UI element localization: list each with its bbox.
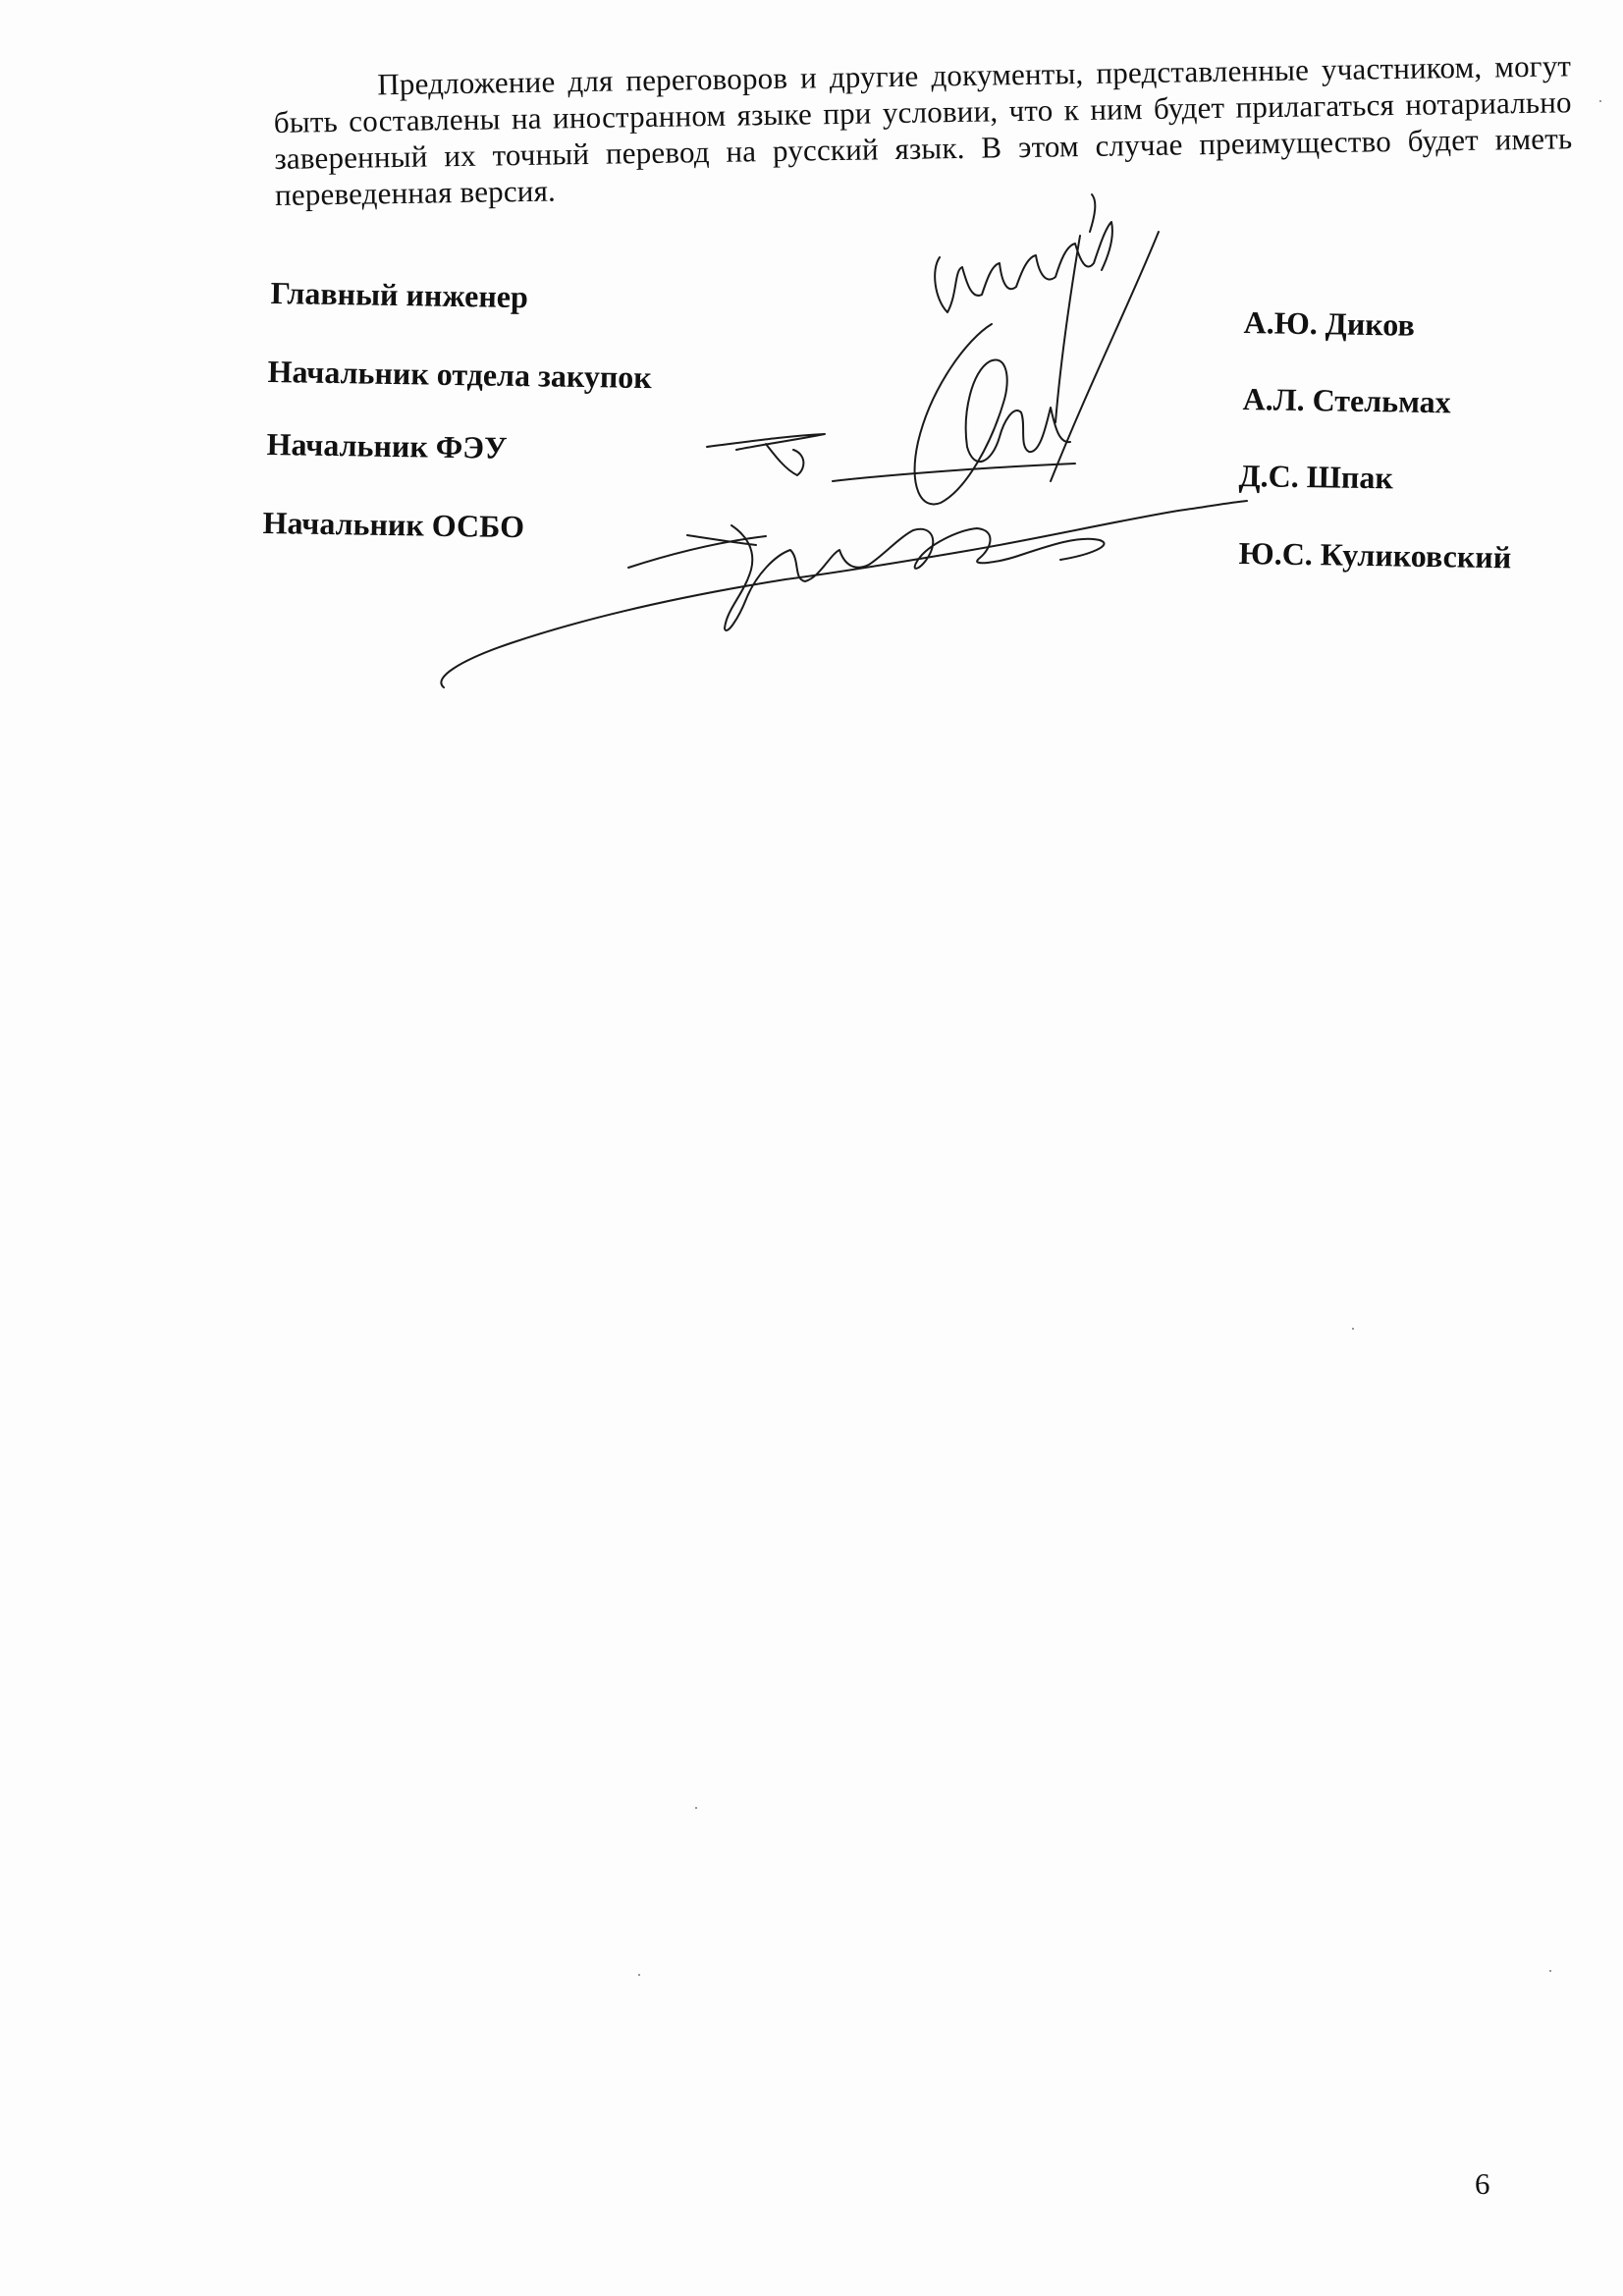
scan-speck <box>638 1974 640 1976</box>
scan-speck <box>1599 100 1601 102</box>
scan-speck <box>1352 1328 1354 1330</box>
signatory-name-dikov: А.Ю. Диков <box>1243 304 1416 343</box>
signature-dikov <box>935 194 1112 312</box>
signature-shpak <box>707 434 1075 481</box>
signatory-position-chief-engineer: Главный инженер <box>270 275 529 315</box>
signature-block <box>0 0 1623 707</box>
signatory-name-stelmakh: А.Л. Стельмах <box>1242 381 1451 420</box>
signature-stelmakh <box>915 232 1159 504</box>
scan-speck <box>695 1807 697 1809</box>
scan-speck <box>1549 1970 1551 1972</box>
signature-kulikovsky <box>441 501 1247 687</box>
signatory-name-shpak: Д.С. Шпак <box>1238 458 1394 496</box>
page-number: 6 <box>1475 2166 1490 2201</box>
signatory-position-procurement-head: Начальник отдела закупок <box>267 354 653 396</box>
handwritten-signatures <box>0 0 1623 707</box>
signatory-position-feu-head: Начальник ФЭУ <box>266 426 508 465</box>
signatory-position-osbo-head: Начальник ОСБО <box>262 505 525 545</box>
body-paragraph: Предложение для переговоров и другие документы, представленные участником, могут быть составлены на иностранном языке при условии, что к ним будет прилагаться нотариально заверенный их точный перевод на русский язык. В этом случае преимущество будет иметь переведенная версия. <box>273 48 1573 212</box>
signatory-name-kulikovsky: Ю.С. Куликовский <box>1238 535 1512 575</box>
